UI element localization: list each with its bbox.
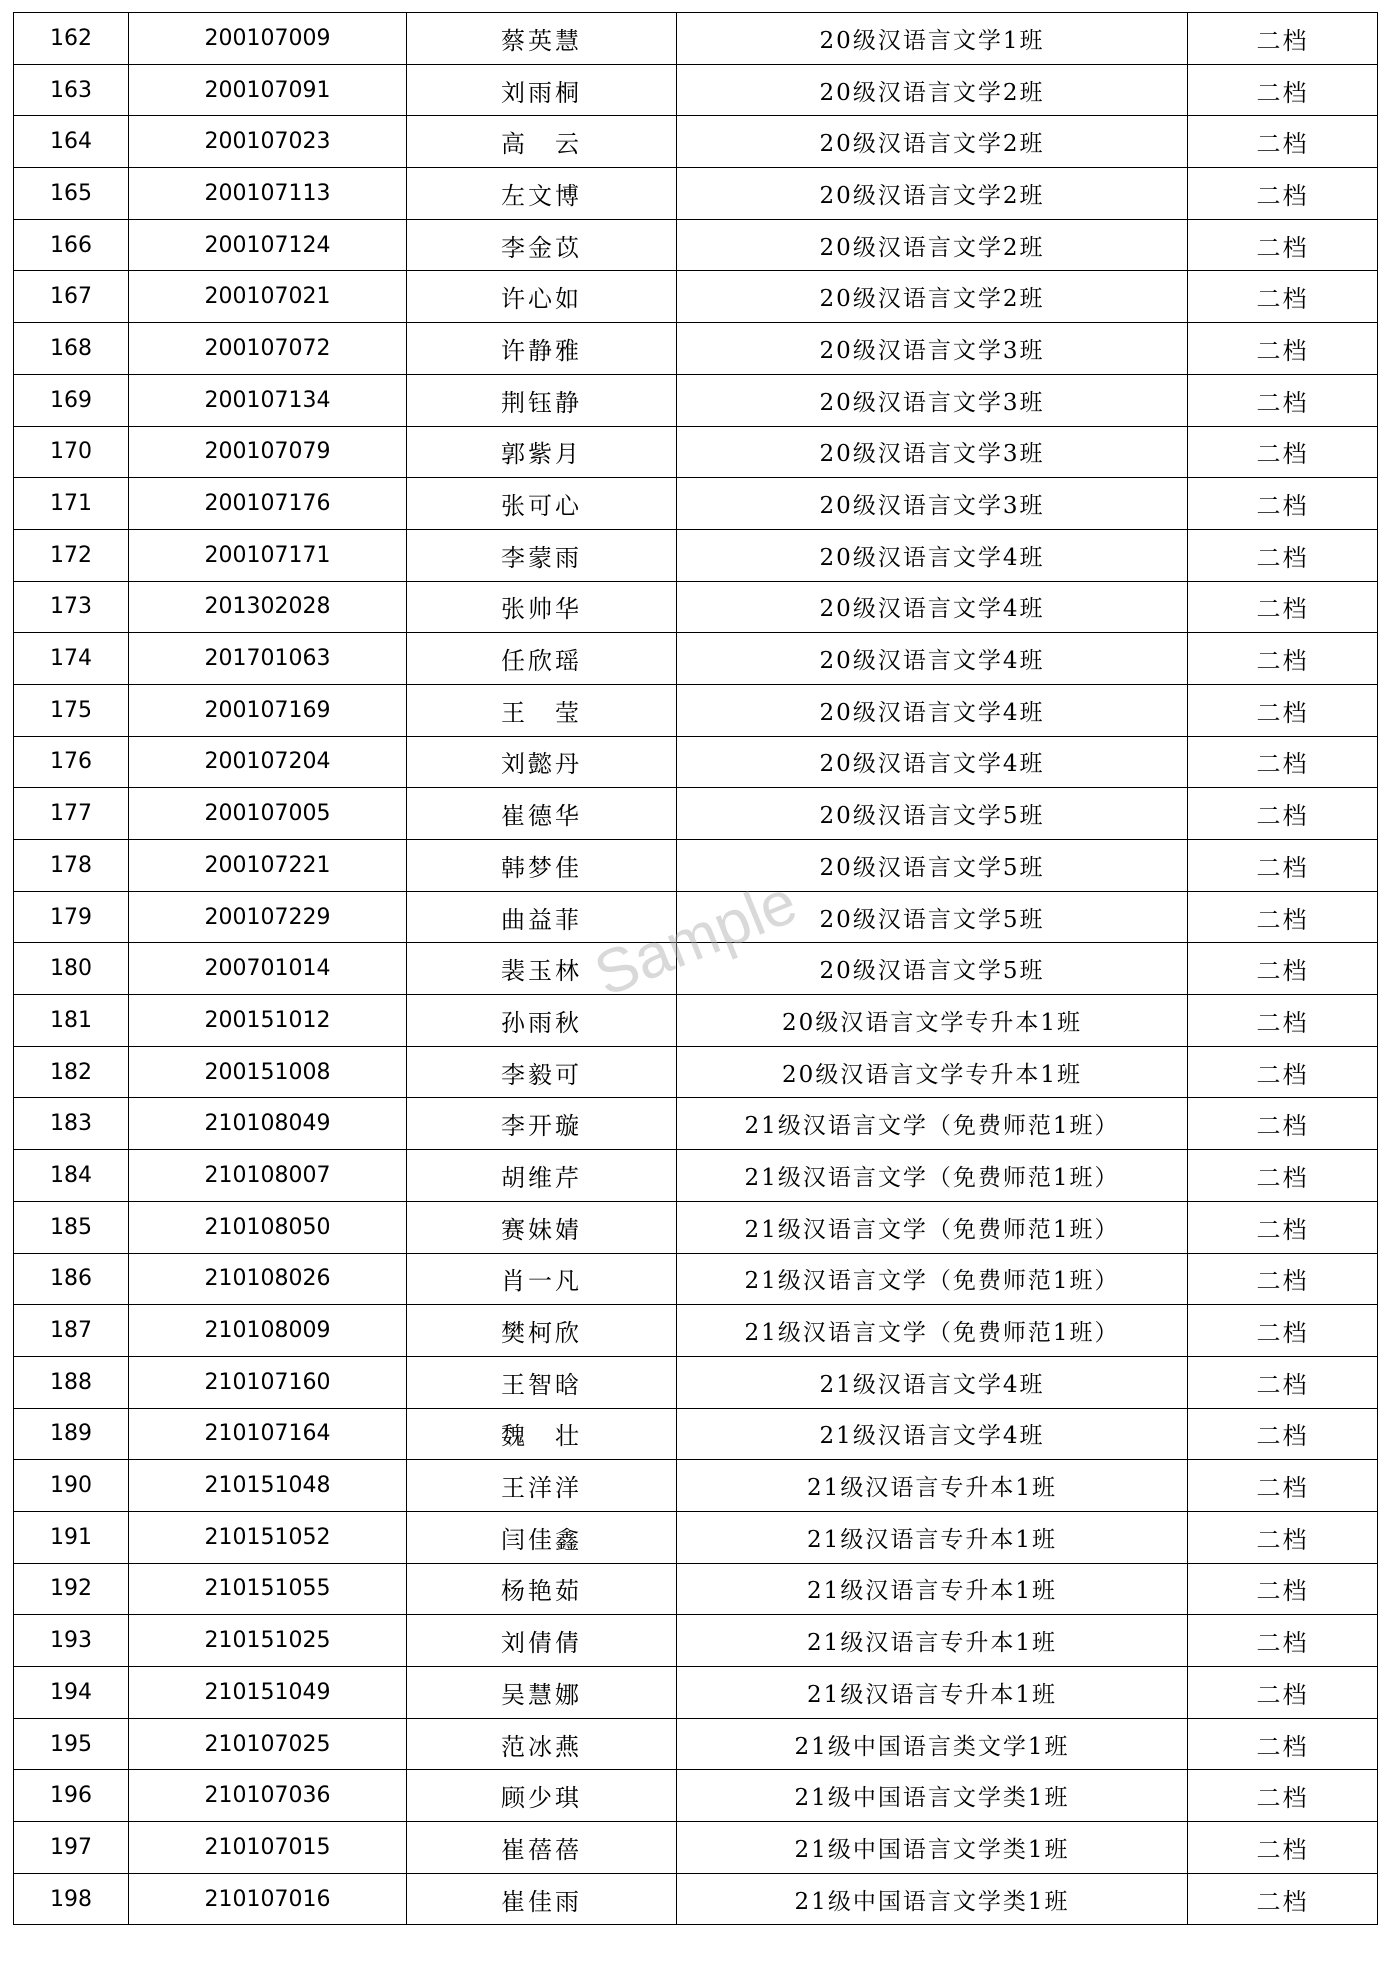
student-id-cell: 200107229 <box>129 891 407 943</box>
row-number-cell: 182 <box>14 1046 129 1098</box>
grant-level-cell: 二档 <box>1188 1615 1378 1667</box>
table-row <box>14 219 1378 271</box>
table-row <box>14 13 1378 65</box>
student-name-cell: 樊柯欣 <box>407 1305 677 1357</box>
row-number-cell: 181 <box>14 995 129 1047</box>
row-number-cell: 197 <box>14 1822 129 1874</box>
student-id-cell: 200107072 <box>129 323 407 375</box>
student-name-cell: 韩梦佳 <box>407 840 677 892</box>
class-name-cell: 20级汉语言文学3班 <box>677 426 1188 478</box>
grant-level-cell: 二档 <box>1188 219 1378 271</box>
row-number-cell: 166 <box>14 219 129 271</box>
student-id-cell: 201701063 <box>129 633 407 685</box>
grant-level-cell: 二档 <box>1188 64 1378 116</box>
student-id-cell: 210107036 <box>129 1770 407 1822</box>
class-name-cell: 21级汉语言专升本1班 <box>677 1667 1188 1719</box>
row-number-cell: 177 <box>14 788 129 840</box>
class-name-cell: 21级汉语言文学4班 <box>677 1356 1188 1408</box>
table-row <box>14 1511 1378 1563</box>
row-number-cell: 196 <box>14 1770 129 1822</box>
student-name-cell: 郭紫月 <box>407 426 677 478</box>
row-number-cell: 195 <box>14 1718 129 1770</box>
student-name-cell: 荆钰静 <box>407 374 677 426</box>
student-id-cell: 210151025 <box>129 1615 407 1667</box>
student-name-cell: 胡维芹 <box>407 1150 677 1202</box>
class-name-cell: 21级中国语言文学类1班 <box>677 1822 1188 1874</box>
row-number-cell: 171 <box>14 478 129 530</box>
student-id-cell: 210107025 <box>129 1718 407 1770</box>
student-id-cell: 200107023 <box>129 116 407 168</box>
row-number-cell: 186 <box>14 1253 129 1305</box>
student-id-cell: 210151049 <box>129 1667 407 1719</box>
class-name-cell: 20级汉语言文学2班 <box>677 271 1188 323</box>
student-name-cell: 左文博 <box>407 168 677 220</box>
grant-level-cell: 二档 <box>1188 1098 1378 1150</box>
student-name-cell: 张帅华 <box>407 581 677 633</box>
class-name-cell: 21级汉语言文学（免费师范1班） <box>677 1098 1188 1150</box>
student-name-cell: 崔蓓蓓 <box>407 1822 677 1874</box>
class-name-cell: 20级汉语言文学3班 <box>677 323 1188 375</box>
class-name-cell: 21级汉语言文学（免费师范1班） <box>677 1201 1188 1253</box>
class-name-cell: 20级汉语言文学5班 <box>677 840 1188 892</box>
table-row <box>14 1098 1378 1150</box>
grant-level-cell: 二档 <box>1188 840 1378 892</box>
student-name-cell: 崔德华 <box>407 788 677 840</box>
table-row <box>14 271 1378 323</box>
class-name-cell: 21级中国语言文学类1班 <box>677 1873 1188 1925</box>
grant-level-cell: 二档 <box>1188 995 1378 1047</box>
student-id-cell: 210107016 <box>129 1873 407 1925</box>
row-number-cell: 192 <box>14 1563 129 1615</box>
student-id-cell: 210151055 <box>129 1563 407 1615</box>
grant-level-cell: 二档 <box>1188 1460 1378 1512</box>
row-number-cell: 164 <box>14 116 129 168</box>
student-id-cell: 200107113 <box>129 168 407 220</box>
student-name-cell: 赛妹婧 <box>407 1201 677 1253</box>
student-name-cell: 范冰燕 <box>407 1718 677 1770</box>
student-id-cell: 200107079 <box>129 426 407 478</box>
student-name-cell: 杨艳茹 <box>407 1563 677 1615</box>
table-row <box>14 1873 1378 1925</box>
table-row <box>14 1408 1378 1460</box>
grant-level-cell: 二档 <box>1188 271 1378 323</box>
row-number-cell: 183 <box>14 1098 129 1150</box>
row-number-cell: 180 <box>14 943 129 995</box>
class-name-cell: 21级中国语言类文学1班 <box>677 1718 1188 1770</box>
table-row <box>14 426 1378 478</box>
grant-level-cell: 二档 <box>1188 581 1378 633</box>
class-name-cell: 20级汉语言文学4班 <box>677 736 1188 788</box>
class-name-cell: 21级汉语言文学（免费师范1班） <box>677 1150 1188 1202</box>
table-row <box>14 581 1378 633</box>
student-id-cell: 210107015 <box>129 1822 407 1874</box>
grant-level-cell: 二档 <box>1188 633 1378 685</box>
row-number-cell: 169 <box>14 374 129 426</box>
table-row <box>14 323 1378 375</box>
student-id-cell: 210108049 <box>129 1098 407 1150</box>
student-id-cell: 210107160 <box>129 1356 407 1408</box>
student-name-cell: 李开璇 <box>407 1098 677 1150</box>
table-row <box>14 633 1378 685</box>
student-name-cell: 高 云 <box>407 116 677 168</box>
student-id-cell: 200107176 <box>129 478 407 530</box>
class-name-cell: 20级汉语言文学2班 <box>677 116 1188 168</box>
student-name-cell: 顾少琪 <box>407 1770 677 1822</box>
row-number-cell: 168 <box>14 323 129 375</box>
student-name-cell: 李金苡 <box>407 219 677 271</box>
class-name-cell: 21级汉语言专升本1班 <box>677 1511 1188 1563</box>
grant-level-cell: 二档 <box>1188 1563 1378 1615</box>
student-id-cell: 210108009 <box>129 1305 407 1357</box>
table-row <box>14 1201 1378 1253</box>
row-number-cell: 193 <box>14 1615 129 1667</box>
student-name-cell: 孙雨秋 <box>407 995 677 1047</box>
class-name-cell: 21级汉语言专升本1班 <box>677 1460 1188 1512</box>
row-number-cell: 162 <box>14 13 129 65</box>
table-row <box>14 64 1378 116</box>
grant-level-cell: 二档 <box>1188 323 1378 375</box>
table-row <box>14 1356 1378 1408</box>
grant-level-cell: 二档 <box>1188 1356 1378 1408</box>
class-name-cell: 20级汉语言文学4班 <box>677 529 1188 581</box>
class-name-cell: 20级汉语言文学3班 <box>677 478 1188 530</box>
class-name-cell: 20级汉语言文学专升本1班 <box>677 1046 1188 1098</box>
grant-level-cell: 二档 <box>1188 168 1378 220</box>
grant-level-cell: 二档 <box>1188 1770 1378 1822</box>
student-id-cell: 200107221 <box>129 840 407 892</box>
sample-watermark: Sample <box>585 867 807 1010</box>
row-number-cell: 175 <box>14 684 129 736</box>
table-body <box>14 13 1378 1925</box>
grant-level-cell: 二档 <box>1188 1667 1378 1719</box>
row-number-cell: 167 <box>14 271 129 323</box>
grant-level-cell: 二档 <box>1188 13 1378 65</box>
student-id-cell: 210108026 <box>129 1253 407 1305</box>
table-row <box>14 168 1378 220</box>
row-number-cell: 190 <box>14 1460 129 1512</box>
student-id-cell: 210151052 <box>129 1511 407 1563</box>
row-number-cell: 174 <box>14 633 129 685</box>
student-id-cell: 210108007 <box>129 1150 407 1202</box>
table-row <box>14 995 1378 1047</box>
grant-level-cell: 二档 <box>1188 1873 1378 1925</box>
student-name-cell: 曲益菲 <box>407 891 677 943</box>
class-name-cell: 20级汉语言文学2班 <box>677 219 1188 271</box>
student-name-cell: 闫佳鑫 <box>407 1511 677 1563</box>
table-row <box>14 1667 1378 1719</box>
class-name-cell: 21级汉语言文学（免费师范1班） <box>677 1253 1188 1305</box>
class-name-cell: 20级汉语言文学4班 <box>677 684 1188 736</box>
grant-level-cell: 二档 <box>1188 529 1378 581</box>
table-row <box>14 1822 1378 1874</box>
table-row <box>14 1305 1378 1357</box>
student-id-cell: 200107021 <box>129 271 407 323</box>
student-id-cell: 200107009 <box>129 13 407 65</box>
row-number-cell: 198 <box>14 1873 129 1925</box>
student-name-cell: 张可心 <box>407 478 677 530</box>
row-number-cell: 170 <box>14 426 129 478</box>
table-row <box>14 478 1378 530</box>
grant-level-cell: 二档 <box>1188 478 1378 530</box>
grant-level-cell: 二档 <box>1188 788 1378 840</box>
student-name-cell: 吴慧娜 <box>407 1667 677 1719</box>
student-name-cell: 李毅可 <box>407 1046 677 1098</box>
student-id-cell: 200107171 <box>129 529 407 581</box>
student-name-cell: 任欣瑶 <box>407 633 677 685</box>
student-name-cell: 刘懿丹 <box>407 736 677 788</box>
class-name-cell: 20级汉语言文学4班 <box>677 633 1188 685</box>
grant-level-cell: 二档 <box>1188 1305 1378 1357</box>
student-name-cell: 王 莹 <box>407 684 677 736</box>
class-name-cell: 21级汉语言文学（免费师范1班） <box>677 1305 1188 1357</box>
grant-level-cell: 二档 <box>1188 1150 1378 1202</box>
class-name-cell: 20级汉语言文学2班 <box>677 64 1188 116</box>
row-number-cell: 173 <box>14 581 129 633</box>
table-row <box>14 788 1378 840</box>
grant-level-cell: 二档 <box>1188 943 1378 995</box>
class-name-cell: 20级汉语言文学5班 <box>677 943 1188 995</box>
student-name-cell: 刘倩倩 <box>407 1615 677 1667</box>
grant-level-cell: 二档 <box>1188 426 1378 478</box>
table-row <box>14 1460 1378 1512</box>
table-row <box>14 736 1378 788</box>
grant-level-cell: 二档 <box>1188 1201 1378 1253</box>
student-id-cell: 201302028 <box>129 581 407 633</box>
student-name-cell: 王洋洋 <box>407 1460 677 1512</box>
grant-level-cell: 二档 <box>1188 684 1378 736</box>
row-number-cell: 184 <box>14 1150 129 1202</box>
grant-level-cell: 二档 <box>1188 1253 1378 1305</box>
table-row <box>14 840 1378 892</box>
class-name-cell: 20级汉语言文学3班 <box>677 374 1188 426</box>
student-name-cell: 魏 壮 <box>407 1408 677 1460</box>
student-id-cell: 200107091 <box>129 64 407 116</box>
student-id-cell: 210107164 <box>129 1408 407 1460</box>
table-row <box>14 374 1378 426</box>
table-row <box>14 1615 1378 1667</box>
row-number-cell: 194 <box>14 1667 129 1719</box>
class-name-cell: 20级汉语言文学5班 <box>677 788 1188 840</box>
row-number-cell: 172 <box>14 529 129 581</box>
grant-level-cell: 二档 <box>1188 116 1378 168</box>
student-id-cell: 200107204 <box>129 736 407 788</box>
student-id-cell: 200107005 <box>129 788 407 840</box>
student-id-cell: 200107134 <box>129 374 407 426</box>
grant-level-cell: 二档 <box>1188 1822 1378 1874</box>
table-row <box>14 1150 1378 1202</box>
table-row <box>14 1046 1378 1098</box>
student-name-cell: 王智晗 <box>407 1356 677 1408</box>
student-id-cell: 200107169 <box>129 684 407 736</box>
grant-level-cell: 二档 <box>1188 1046 1378 1098</box>
table-row <box>14 1718 1378 1770</box>
class-name-cell: 21级汉语言专升本1班 <box>677 1615 1188 1667</box>
class-name-cell: 20级汉语言文学4班 <box>677 581 1188 633</box>
student-name-cell: 李蒙雨 <box>407 529 677 581</box>
student-name-cell: 蔡英慧 <box>407 13 677 65</box>
class-name-cell: 20级汉语言文学2班 <box>677 168 1188 220</box>
student-name-cell: 裴玉林 <box>407 943 677 995</box>
scholarship-list-table <box>13 12 1378 1925</box>
class-name-cell: 20级汉语言文学专升本1班 <box>677 995 1188 1047</box>
class-name-cell: 20级汉语言文学5班 <box>677 891 1188 943</box>
table-row <box>14 891 1378 943</box>
table-row <box>14 1253 1378 1305</box>
table-row <box>14 116 1378 168</box>
student-id-cell: 210108050 <box>129 1201 407 1253</box>
row-number-cell: 165 <box>14 168 129 220</box>
class-name-cell: 20级汉语言文学1班 <box>677 13 1188 65</box>
student-id-cell: 200107124 <box>129 219 407 271</box>
table-row <box>14 1563 1378 1615</box>
grant-level-cell: 二档 <box>1188 736 1378 788</box>
student-id-cell: 210151048 <box>129 1460 407 1512</box>
row-number-cell: 178 <box>14 840 129 892</box>
student-name-cell: 肖一凡 <box>407 1253 677 1305</box>
table-row <box>14 684 1378 736</box>
row-number-cell: 187 <box>14 1305 129 1357</box>
grant-level-cell: 二档 <box>1188 1408 1378 1460</box>
row-number-cell: 163 <box>14 64 129 116</box>
row-number-cell: 188 <box>14 1356 129 1408</box>
grant-level-cell: 二档 <box>1188 1511 1378 1563</box>
row-number-cell: 176 <box>14 736 129 788</box>
student-id-cell: 200701014 <box>129 943 407 995</box>
student-name-cell: 许静雅 <box>407 323 677 375</box>
table-row <box>14 1770 1378 1822</box>
student-name-cell: 刘雨桐 <box>407 64 677 116</box>
grant-level-cell: 二档 <box>1188 1718 1378 1770</box>
student-id-cell: 200151012 <box>129 995 407 1047</box>
row-number-cell: 189 <box>14 1408 129 1460</box>
table-row <box>14 943 1378 995</box>
student-id-cell: 200151008 <box>129 1046 407 1098</box>
class-name-cell: 21级汉语言专升本1班 <box>677 1563 1188 1615</box>
row-number-cell: 179 <box>14 891 129 943</box>
row-number-cell: 185 <box>14 1201 129 1253</box>
grant-level-cell: 二档 <box>1188 374 1378 426</box>
class-name-cell: 21级汉语言文学4班 <box>677 1408 1188 1460</box>
student-name-cell: 许心如 <box>407 271 677 323</box>
row-number-cell: 191 <box>14 1511 129 1563</box>
student-name-cell: 崔佳雨 <box>407 1873 677 1925</box>
grant-level-cell: 二档 <box>1188 891 1378 943</box>
class-name-cell: 21级中国语言文学类1班 <box>677 1770 1188 1822</box>
table-row <box>14 529 1378 581</box>
